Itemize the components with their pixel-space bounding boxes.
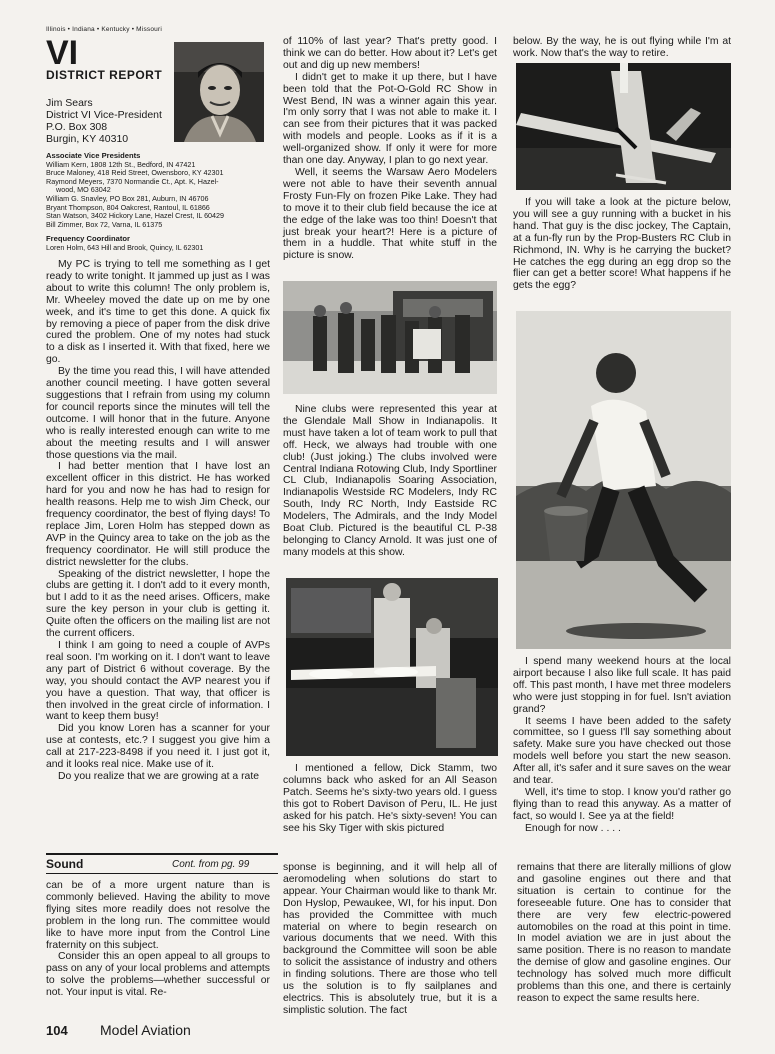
associate-line: Raymond Meyers, 7370 Normandie Ct., Apt. K, Hazel- bbox=[46, 176, 219, 186]
photo-egg-catcher bbox=[516, 311, 731, 649]
associate-line: William G. Snavley, PO Box 281, Auburn, IN 46706 bbox=[46, 193, 209, 203]
contact-box: P.O. Box 308 bbox=[46, 121, 108, 133]
paragraph: Speaking of the district newsletter, I hope the clubs are getting it. I don't add to it every month, but I add to it as the need arises. Officers, make sure the key person in your club is getting it. Quite often the officers on the mailing list are not the current officers. bbox=[46, 568, 270, 640]
paragraph: sponse is beginning, and it will help all of aeromodeling when solutions do start to appear. Your Chairman would like to thank Mr. Don Hyslop, Pewaukee, WI, for his input. Don has provided the Committee with much material on where to begin research on various documents that we need. With this background the Committee will soon be able to solicit the assistance of industry and others in finding solutions. There are those who tell us the solution is to fly sailplanes and electrics. This is absolutely true, but it is a simplistic solution. The fact bbox=[283, 862, 497, 1016]
associates-block bbox=[46, 152, 266, 229]
paragraph: I spend many weekend hours at the local airport because I also like full scale. It has paid off. This past month, I have met three modelers who were just stopping in for fuel. Isn't aviation grand? bbox=[513, 656, 731, 715]
paragraph: It seems I have been added to the safety committee, so I guess I'll say something about safety. Make sure you have checked out those models well before you start the new season. After all, it's safer and it sure saves on the wear and tear. bbox=[513, 715, 731, 787]
paragraph: can be of a more urgent nature than is commonly believed. Having the ability to move flying sites more readily does not resolve the problem in the long run. The committee would like to have more input from the Control Line fraternity on this subject. bbox=[46, 880, 270, 951]
sound-column-1 bbox=[46, 880, 270, 999]
paragraph: of 110% of last year? That's pretty good. I think we can do better. How about it? Let's get out and dig up new members! bbox=[283, 36, 497, 71]
magazine-name: Model Aviation bbox=[100, 1022, 191, 1038]
paragraph: My PC is trying to tell me something as I get ready to write tonight. It jammed up just as I was about to write this column! The only problem is, Mr. Wheeley moved the date up on me by one week, and it's time to get this done. A quick fix by removing a piece of paper from the disk drive cured the problem. One of my notes had stuck to a disk as I inserted it. With that fixed, here we go. bbox=[46, 259, 270, 366]
frequency-block bbox=[46, 235, 266, 252]
contact-title: District VI Vice-President bbox=[46, 109, 162, 121]
sound-column-3 bbox=[517, 862, 731, 1005]
paragraph: Consider this an open appeal to all groups to pass on any of your local problems and attempts to solve the problems—whether successful or not. Your input is vital. Re- bbox=[46, 951, 270, 999]
associates-heading: Associate Vice Presidents bbox=[46, 151, 141, 160]
column-2-bottom bbox=[283, 763, 497, 834]
associate-line: Bryant Thompson, 804 Oakcrest, Rantoul, IL 61866 bbox=[46, 202, 210, 212]
section-rule bbox=[46, 873, 278, 874]
paragraph: I didn't get to make it up there, but I have been told that the Pot-O-Gold RC Show in West Bend, IN was a winner again this year. I'm only sorry that I was not able to make it. I can see from their pictures that it was packed with models and people. Looks as if it is a well-organized show. If only it were for more than one day. Anyway, I plan to go next year. bbox=[283, 71, 497, 167]
photo-p38-model bbox=[286, 578, 498, 756]
photo-sky-tiger-skis bbox=[516, 63, 731, 190]
associate-line: Stan Watson, 3402 Hickory Lane, Hazel Crest, IL 60429 bbox=[46, 211, 225, 221]
column-2-top bbox=[283, 36, 497, 262]
associate-line: William Kern, 1808 12th St., Bedford, IN 47421 bbox=[46, 159, 196, 169]
paragraph: Do you realize that we are growing at a rate bbox=[58, 770, 259, 782]
column-2-mid bbox=[283, 404, 497, 559]
district-number: VI bbox=[46, 34, 79, 72]
column-1 bbox=[46, 259, 270, 783]
paragraph: below. By the way, he is out flying while I'm at work. Now that's the way to retire. bbox=[513, 36, 731, 59]
page-number: 104 bbox=[46, 1023, 68, 1038]
contact-city: Burgin, KY 40310 bbox=[46, 133, 129, 145]
contact-block bbox=[46, 97, 162, 145]
photo-frosty-fun-fly bbox=[283, 281, 497, 394]
continued-from: Cont. from pg. 99 bbox=[172, 859, 250, 870]
paragraph: I had better mention that I have lost an excellent officer in this district. He has worked hard for you and now he has had to resign for health reasons. Help me to wish Jim Check, our frequency coordinator, the best of flying days! To replace Jim, Loren Holm has stepped down as AVP in the Quincy area to take on the job as the frequency coordinator. He will still produce the district newsletter for the clubs. bbox=[46, 461, 270, 568]
paragraph: Well, it's time to stop. I know you'd rather go flying than to read this anyway. As a matter of fact, so would I. See ya at the field! bbox=[513, 786, 731, 822]
paragraph: By the time you read this, I will have attended another council meeting. I have gotten several suggestions that I refrain from using my column for council reports since the minutes will tell the outcome. I will honor that in the future. Anyone who is really interested enough can write to me about the meeting results and I will answer those questions via the mail. bbox=[46, 366, 270, 461]
paragraph: I think I am going to need a couple of AVPs real soon. I'm working on it. I don't want to leave any part of District 6 without coverage. By the way, you should contact the AVP nearest you if you have a question. That way, that officer is then involved in the great circle of information. I want to keep them busy! bbox=[46, 640, 270, 723]
district-report-heading: DISTRICT REPORT bbox=[46, 68, 163, 82]
paragraph: Well, it seems the Warsaw Aero Modelers were not able to have their seventh annual Frosty Fun-Fly on frozen Pike Lake. They had to move it to their club field because the ice at the edge of the lake was too thin! Doesn't that just break your heart?! Here is a picture of them in a huddle. That white stuff in the picture is snow. bbox=[283, 166, 497, 262]
paragraph: Enough for now . . . . bbox=[525, 822, 621, 834]
paragraph: remains that there are literally millions of glow and gasoline engines out there and that situation is certain to continue for the foreseeable future. One has to consider that there are very few electric-powered automobiles on the road at this point in time. In model aviation we are in just about the same position. There is no reason to mandate the demise of glow and gasoline engines. Our technology has solved much more difficult problems than this one, and there is certainly reason to expect the same results here. bbox=[517, 862, 731, 1004]
sound-column-2 bbox=[283, 862, 497, 1017]
column-3-bottom bbox=[513, 656, 731, 835]
sound-section-title: Sound bbox=[46, 857, 84, 871]
contact-name: Jim Sears bbox=[46, 97, 93, 109]
frequency-line: Loren Holm, 643 Hill and Brook, Quincy, IL 62301 bbox=[46, 242, 204, 252]
paragraph: If you will take a look at the picture below, you will see a guy running with a bucket in his hand. That guy is the disc jockey, The Captain, at a fun-fly run by the Prop-Busters RC Club in Richmond, IN. Why is he carrying the bucket? He catches the egg during an egg drop so the flier can get a better score! What happens if he gets the egg? bbox=[513, 197, 731, 292]
paragraph: Nine clubs were represented this year at the Glendale Mall Show in Indianapolis. It must have taken a lot of team work to pull that off. Heck, we always had trouble with one club! (Just joking.) The clubs involved were Central Indiana Rotowing Club, Indy Sportliner CL Club, Indianapolis Soaring Association, Indianapolis Westside RC Modelers, Indy RC South, Indy RC North, Indy Eastside RC Modelers, The Admirals, and the Indy Model Boat Club. Pictured is the beautiful CL P-38 belonging to Clancy Arnold. It was just one of many models at this show. bbox=[283, 404, 497, 558]
states-line: Illinois • Indiana • Kentucky • Missouri bbox=[46, 26, 162, 33]
column-3-top bbox=[513, 36, 731, 60]
paragraph: I mentioned a fellow, Dick Stamm, two columns back who asked for an All Season Patch. Seems he's sixty-two years old. I guess this got to Robert Davison of Peru, IL. He just asked for his patch. He's sixty-seven! You can see his Sky Tiger with skis pictured bbox=[283, 763, 497, 834]
section-rule bbox=[46, 853, 278, 855]
frequency-heading: Frequency Coordinator bbox=[46, 234, 130, 243]
associate-line: Bill Zimmer, Box 72, Varna, IL 61375 bbox=[46, 219, 163, 229]
associate-line: Bruce Maloney, 418 Reid Street, Owensboro, KY 42301 bbox=[46, 168, 224, 178]
column-3-mid bbox=[513, 197, 731, 292]
paragraph: Did you know Loren has a scanner for your use at contests, etc.? I suggest you give him a call at 217-223-8498 if you need it. I just got it, and it looks real nice. Make use of it. bbox=[46, 723, 270, 771]
associate-line: wood, MO 63042 bbox=[56, 185, 111, 195]
portrait-photo bbox=[174, 42, 264, 142]
